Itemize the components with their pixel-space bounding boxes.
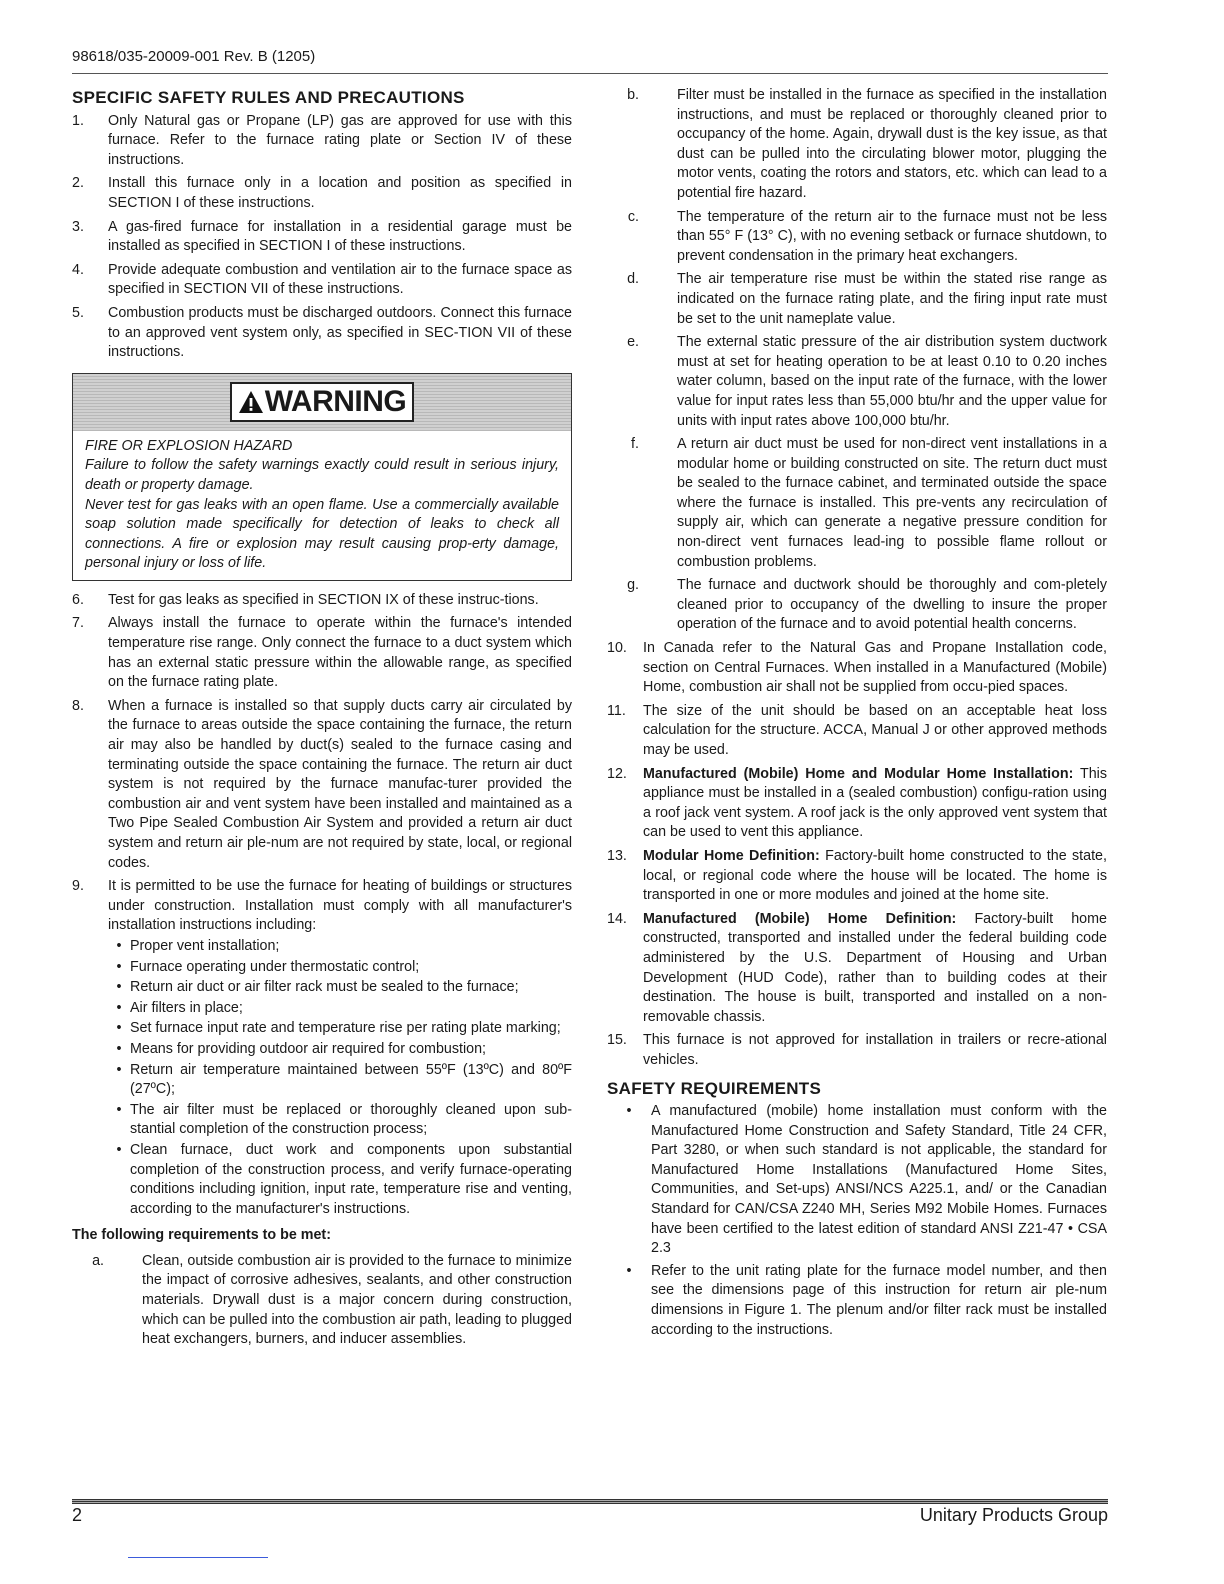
warning-banner	[73, 374, 571, 431]
bullet-item	[108, 1101, 572, 1140]
company-name: Unitary Products Group	[919, 1505, 1108, 1525]
section-heading-specific-safety: SPECIFIC SAFETY RULES AND PRECAUTIONS	[72, 88, 465, 107]
list-item	[72, 614, 572, 692]
item-text: The size of the unit should be based on an acceptable heat loss calculation for the structure. ACCA, Manual J or other approved methods may be used.	[643, 702, 1107, 758]
bullet-item	[108, 978, 572, 998]
item-number: 11.	[607, 702, 626, 719]
list-item	[72, 304, 572, 363]
left-column	[72, 86, 572, 1354]
sub-item-d	[607, 270, 1107, 329]
sub-letter: d.	[627, 271, 639, 288]
bullet-icon: •	[116, 958, 122, 975]
bullet-text: Proper vent installation;	[130, 937, 280, 954]
bullet-text: Means for providing outdoor air required for combustion;	[130, 1040, 487, 1057]
safety-requirements-list	[607, 1102, 1107, 1340]
warning-hazard-title: FIRE OR EXPLOSION HAZARD	[85, 437, 293, 454]
bullet-item	[108, 1040, 572, 1060]
bullet-icon: •	[116, 1141, 122, 1158]
sub-item-e	[607, 333, 1107, 431]
item-number: 12.	[607, 765, 627, 782]
item-number: 15.	[607, 1032, 627, 1049]
item-number: 1.	[72, 112, 84, 129]
warning-box	[72, 373, 572, 581]
bullet-icon: •	[116, 1101, 122, 1118]
warning-label	[230, 382, 415, 422]
item-list-1-5	[72, 112, 572, 363]
list-item	[72, 174, 572, 213]
bullet-icon: •	[116, 1061, 122, 1078]
sub-item-c	[607, 208, 1107, 267]
header-rule	[72, 73, 1108, 74]
item-body	[643, 910, 1107, 1028]
bullet-item	[607, 1102, 1107, 1259]
item-text: Factory-built home constructed, transported and installed under the federal building code administered by the U.S. Department of Housing and Urban Development (HUD Code), rather than to building codes at their destination. The house is built, transported and installed on a non-removable chassis.	[643, 910, 1107, 1025]
sub-item-a	[72, 1252, 572, 1350]
item-number: 9.	[72, 878, 84, 895]
bullet-text: Furnace operating under thermostatic control;	[130, 958, 420, 975]
list-item	[72, 697, 572, 873]
item-bold-lead: Manufactured (Mobile) Home Definition:	[643, 910, 957, 927]
item-text: Factory-built home constructed to the state, local, or regional code where the house will be located. The home is transported in one or more modules and joined at the home site.	[643, 847, 1107, 904]
bullet-icon: •	[626, 1262, 632, 1279]
warning-triangle-icon	[238, 390, 264, 414]
bullet-item	[108, 1141, 572, 1219]
item-text: Always install the furnace to operate within the furnace's intended temperature rise range. Only connect the furnace to a duct system which has an external static pressure within the allowable range, as specified on the furnace rating plate.	[108, 615, 572, 691]
item-body	[643, 847, 1107, 906]
bullet-text: Clean furnace, duct work and components upon substantial completion of the construction process, and verify furnace-operating conditions including ignition, input rate, temperature rise and venting, according to the manufacturer's instructions.	[130, 1141, 572, 1217]
document-id: 98618/035-20009-001 Rev. B (1205)	[72, 48, 316, 65]
bullet-text: Refer to the unit rating plate for the furnace model number, and then see the dimensions page of this instruction for return air ple-num dimensions in Figure 1. The plenum and/or filter rack must be installed according to the instructions.	[651, 1262, 1107, 1338]
sub-item-g	[607, 576, 1107, 635]
item-text: This appliance must be installed in a (sealed combustion) configu-ration using a roof jack vent system. A roof jack is the only approved vent system that can be used to vent this appliance.	[643, 765, 1107, 841]
bullet-icon: •	[626, 1103, 632, 1120]
sub-text: Filter must be installed in the furnace as specified in the installation instructions, and must be replaced or thoroughly cleaned prior to occupancy of the home. Again, drywall dust is the key issue, as that dust can be pulled into the circulating blower motor, plugging the motor vents, coating the rotors and stators, etc. which can lead to a potential fire hazard.	[677, 87, 1107, 201]
item-number: 8.	[72, 697, 84, 714]
page-number: 2	[72, 1505, 83, 1525]
item-text: This furnace is not approved for installation in trailers or recre-ational vehicles.	[643, 1032, 1107, 1068]
item-number: 14.	[607, 910, 627, 927]
item-number: 13.	[607, 847, 627, 864]
section-heading-safety-requirements: SAFETY REQUIREMENTS	[607, 1078, 822, 1098]
sub-letter: g.	[627, 577, 639, 594]
sub-letter: e.	[627, 334, 639, 351]
sub-text: A return air duct must be used for non-direct vent installations in a modular home or building constructed on site. The return duct must be sealed to the furnace cabinet, and terminated outside the space where the furnace is installed. This pre-vents any recirculation of supply air, which can generate a negative pressure condition for non-direct vent furnaces lead-ing to possible flame rollout or combustion problems.	[677, 436, 1107, 570]
bullet-text: The air filter must be replaced or thoroughly cleaned upon sub-stantial completion of the construction process;	[130, 1101, 572, 1138]
sub-text: The air temperature rise must be within the stated rise range as indicated on the furnace rating plate, and the firing input rate must be set to the unit nameplate value.	[677, 271, 1107, 327]
bullet-item	[108, 999, 572, 1019]
sub-item-f	[607, 435, 1107, 572]
item-text: It is permitted to be use the furnace for heating of buildings or structures under construction. Installation must comply with all manufacturer's installation instructions including:	[108, 878, 572, 934]
item-text: Combustion products must be discharged outdoors. Connect this furnace to an approved vent system only, as specified in SEC-TION VII of these instructions.	[108, 304, 572, 361]
item-body	[108, 877, 572, 1220]
bullet-text: Return air duct or air filter rack must be sealed to the furnace;	[130, 979, 519, 996]
list-item-12	[607, 765, 1107, 843]
sub-letter: c.	[627, 208, 639, 225]
bullet-text: Set furnace input rate and temperature rise per rating plate marking;	[130, 1020, 561, 1037]
item-text: In Canada refer to the Natural Gas and Propane Installation code, section on Central Furnaces. When installed in a Manufactured (Mobile) Home, combustion air shall not be supplied from occu-pied spaces.	[643, 640, 1107, 696]
warning-label-text: WARNING	[264, 385, 407, 419]
right-column	[607, 86, 1107, 1343]
bullet-text: Air filters in place;	[130, 999, 243, 1016]
warning-text	[73, 431, 571, 580]
bullet-item	[607, 1262, 1107, 1340]
bullet-item	[108, 937, 572, 957]
item-number: 4.	[72, 261, 84, 278]
bullet-icon: •	[116, 999, 122, 1016]
item-bold-lead: Modular Home Definition:	[643, 847, 820, 864]
item-text: Install this furnace only in a location and position as specified in SECTION I of these instructions.	[108, 175, 572, 211]
item-number: 2.	[72, 175, 84, 192]
bullet-item	[108, 1019, 572, 1039]
bullet-list	[108, 937, 572, 1219]
bullet-text: Return air temperature maintained between 55ºF (13ºC) and 80ºF (27ºC);	[130, 1061, 572, 1098]
sub-text: The temperature of the return air to the furnace must not be less than 55° F (13° C), with no evening setback or furnace shutdown, to prevent condensation in the primary heat exchangers.	[677, 208, 1107, 264]
item-text: When a furnace is installed so that supply ducts carry air circulated by the furnace to areas outside the space containing the furnace, the return air may also be handled by duct(s) sealed to the furnace casing and terminating outside the space containing the furnace. The return air duct system is not required by the furnace manufac-turer provided the combustion air and vent system have been installed and maintained as a Two Pipe Sealed Combustion Air System and provided a return air duct system and return air ple-num are not required by state, local, or regional codes.	[108, 697, 572, 871]
sub-item-b	[607, 86, 1107, 204]
list-item-14	[607, 910, 1107, 1028]
item-number: 10.	[607, 640, 627, 657]
sub-text: Clean, outside combustion air is provided to the furnace to minimize the impact of corrosive adhesives, sealants, and other construction materials. Drywall dust is a major concern during construction, which can be pulled into the combustion air path, leading to plugged heat exchangers, burners, and inducer assemblies.	[142, 1252, 572, 1348]
bullet-icon: •	[116, 1040, 122, 1057]
list-item	[72, 591, 572, 611]
list-item-11	[607, 702, 1107, 761]
requirements-heading: The following requirements to be met:	[72, 1227, 331, 1244]
item-text: Provide adequate combustion and ventilation air to the furnace space as specified in SECTION VII of these instructions.	[108, 261, 572, 298]
footer-rule	[72, 1499, 1108, 1504]
item-number: 3.	[72, 218, 84, 235]
bullet-icon: •	[116, 1020, 122, 1037]
bullet-icon: •	[116, 937, 122, 954]
bullet-item	[108, 958, 572, 978]
list-item	[72, 112, 572, 171]
item-number: 7.	[72, 615, 84, 632]
list-item-10	[607, 639, 1107, 698]
bullet-item	[108, 1061, 572, 1100]
sub-text: The furnace and ductwork should be thoroughly and com-pletely cleaned prior to occupancy of the dwelling to insure the proper operation of the furnace and to avoid potential health concerns.	[677, 577, 1107, 633]
scan-artifact-line	[128, 1557, 268, 1558]
item-text: Only Natural gas or Propane (LP) gas are approved for use with this furnace. Refer to the furnace rating plate or Section IV of these instructions.	[108, 112, 572, 168]
item-text: A gas-fired furnace for installation in a residential garage must be installed as specified in SECTION I of these instructions.	[108, 218, 572, 255]
item-text: Test for gas leaks as specified in SECTION IX of these instruc-tions.	[108, 591, 539, 608]
sub-letter: f.	[631, 436, 639, 453]
warning-line: Never test for gas leaks with an open flame. Use a commercially available soap solution made specifically for detection of leaks to check all connections. A fire or explosion may result causing prop-erty damage, personal injury or loss of life.	[85, 496, 559, 572]
sub-letter: a.	[92, 1252, 104, 1269]
bullet-text: A manufactured (mobile) home installation must conform with the Manufactured Home Construction and Safety Standard, Title 24 CFR, Part 3280, or when such standard is not applicable, the standard for Manufactured Home Installations (Manufactured Home Sites, Communities, and Set-ups) ANSI/NCS A225.1, and/ or the Canadian Standard for CAN/CSA Z240 MH, Series M92 Mobile Homes. Furnaces have been certified to the latest edition of standard ANSI Z21-47 • CSA 2.3	[651, 1103, 1107, 1257]
sub-text: The external static pressure of the air distribution system ductwork must at set for heating operation to be at least 0.10 to 0.20 inches water column, based on the input rate of the furnace, with the lower value for input rates less than 55,000 btu/hr and the upper value for units with input rates above 100,000 btu/hr.	[677, 334, 1107, 429]
list-item-15	[607, 1031, 1107, 1070]
item-number: 5.	[72, 304, 84, 321]
list-item	[72, 261, 572, 300]
warning-line: Failure to follow the safety warnings exactly could result in serious injury, death or property damage.	[85, 457, 559, 493]
item-list-6-8	[72, 591, 572, 873]
list-item-9	[72, 877, 572, 1220]
list-item-13	[607, 847, 1107, 906]
bullet-icon: •	[116, 979, 122, 996]
item-bold-lead: Manufactured (Mobile) Home and Modular Home Installation:	[643, 765, 1074, 782]
list-item	[72, 218, 572, 257]
sub-letter: b.	[627, 87, 639, 103]
item-body	[643, 765, 1107, 843]
item-number: 6.	[72, 591, 84, 608]
